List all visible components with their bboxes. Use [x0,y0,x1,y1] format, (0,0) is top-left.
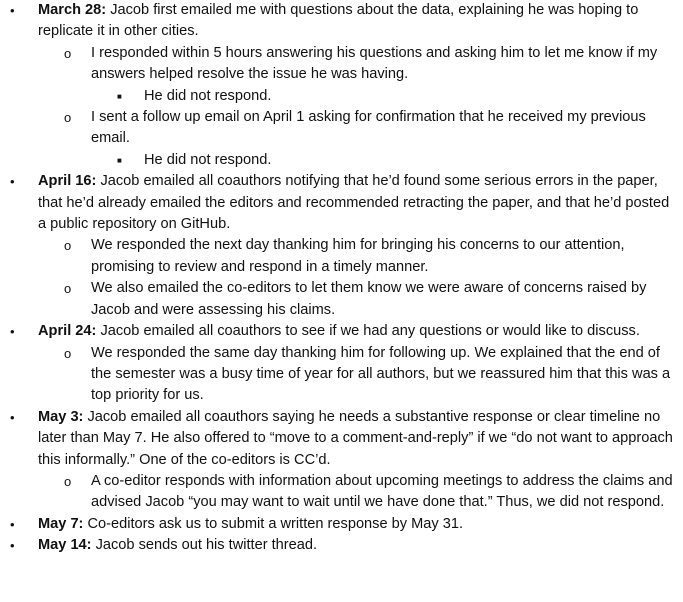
sub-entry [0,471,683,514]
bullet-marker: • [10,174,15,190]
entry-text: Jacob emailed all coauthors notifying that he’d found some serious errors in the paper, that he’d already emailed the editors and recommended retracting the paper, and that he’d posted a public repository on GitHub. [38,173,670,233]
sub-entry-text: A co-editor responds with information about upcoming meetings to address the claims and advised Jacob “you may want to wait until we have done that.” Thus, we did not respond. [91,472,673,511]
sub-sub-entry [0,150,683,171]
sub-bullet-marker: o [64,238,72,254]
sub-sub-entry [0,86,683,107]
entry-text: Jacob emailed all coauthors saying he needs a substantive response or clear timeline no later than May 7. He also offered to “move to a comment-and-reply” if we “do not want to approach this informally.” One of the co-editors is CC’d. [38,408,673,468]
timeline-entry-may-7 [0,514,683,535]
sub-entry-text: We also emailed the co-editors to let them know we were aware of concerns raised by Jacob and were assessing his claims. [91,280,647,318]
sub-entry [0,278,683,321]
timeline-entry-april-24 [0,321,683,342]
bullet-marker: • [10,409,15,425]
timeline-entry-may-3 [0,407,683,471]
entry-text: Jacob first emailed me with questions about the data, explaining he was hoping to replicate it in other cities. [38,2,639,40]
sub-bullet-marker: o [64,45,72,61]
entry-date: May 3: [38,408,84,425]
bullet-marker: • [10,538,15,554]
square-bullet-marker: ■ [117,91,122,101]
entry-text: Jacob sends out his twitter thread. [91,537,318,554]
timeline-entry-may-14 [0,535,683,556]
bullet-marker: • [10,516,15,532]
entry-date: April 16: [38,173,97,190]
sub-entry [0,235,683,278]
sub-bullet-marker: o [64,281,72,297]
entry-date: March 28: [38,2,107,18]
sub-entry-text: We responded the same day thanking him for following up. We explained that the end of the semester was a busy time of year for all authors, but we reassured him that this was a top priority for us. [91,344,671,404]
sub-bullet-marker: o [64,473,72,489]
entry-date: April 24: [38,323,97,340]
entry-date: May 7: [38,515,84,532]
sub-sub-entry-text: He did not respond. [144,87,272,104]
sub-sub-entry-text: He did not respond. [144,151,272,168]
bullet-marker: • [10,324,15,340]
sub-entry [0,107,683,150]
sub-entry [0,43,683,86]
sub-entry [0,343,683,407]
sub-entry-text: We responded the next day thanking him for bringing his concerns to our attention, promising to review and respond in a timely manner. [91,237,625,275]
bullet-marker: • [10,3,15,18]
sub-bullet-marker: o [64,110,72,126]
entry-text: Co-editors ask us to submit a written response by May 31. [83,515,464,532]
entry-date: May 14: [38,537,92,554]
entry-text: Jacob emailed all coauthors to see if we had any questions or would like to discuss. [96,323,640,340]
sub-bullet-marker: o [64,345,72,361]
sub-entry-text: I responded within 5 hours answering his questions and asking him to let me know if my answers helped resolve the issue he was having. [91,44,658,83]
timeline-entry-april-16 [0,171,683,235]
timeline-entry-march-28 [0,0,683,43]
square-bullet-marker: ■ [117,155,122,165]
sub-entry-text: I sent a follow up email on April 1 asking for confirmation that he received my previous email. [91,109,646,147]
